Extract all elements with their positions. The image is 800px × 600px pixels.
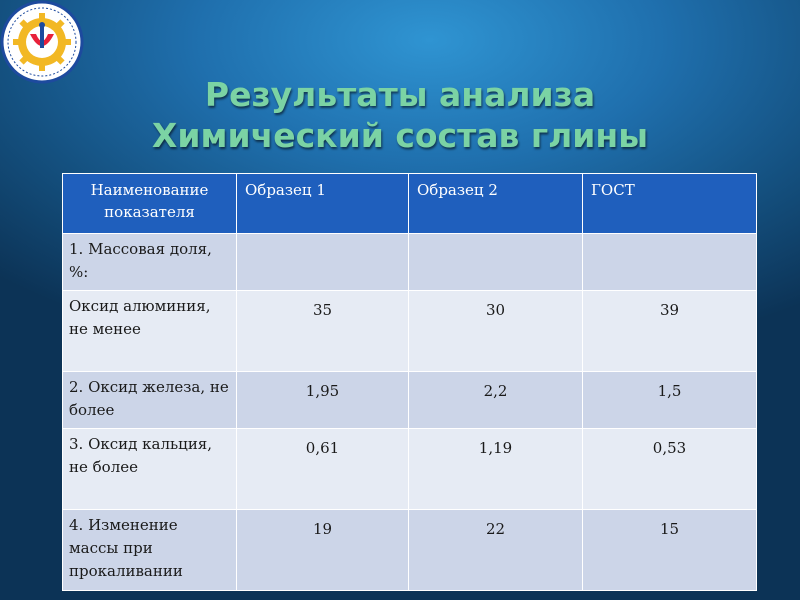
indicator-name: Оксид алюминия, не менее <box>63 291 237 372</box>
header-indicator-name: Наименование показателя <box>63 174 237 234</box>
table-row <box>63 372 757 429</box>
title-line-1: Результаты анализа <box>204 75 596 114</box>
gost-value: 39 <box>583 291 757 372</box>
table-header-row <box>63 174 757 234</box>
table-row <box>63 510 757 591</box>
sample-1-value: 19 <box>237 510 409 591</box>
sample-1-value: 1,95 <box>237 372 409 429</box>
header-sample-1: Образец 1 <box>237 174 409 234</box>
slide-title <box>60 74 740 156</box>
gost-value: 1,5 <box>583 372 757 429</box>
table-row <box>63 291 757 372</box>
sample-2-value: 22 <box>409 510 583 591</box>
table-row <box>63 429 757 510</box>
gost-value: 0,53 <box>583 429 757 510</box>
header-sample-2: Образец 2 <box>409 174 583 234</box>
sample-1-value <box>237 234 409 291</box>
indicator-name: 1. Массовая доля, %: <box>63 234 237 291</box>
sample-2-value <box>409 234 583 291</box>
sample-2-value: 2,2 <box>409 372 583 429</box>
header-gost: ГОСТ <box>583 174 757 234</box>
sample-2-value: 30 <box>409 291 583 372</box>
sample-2-value: 1,19 <box>409 429 583 510</box>
title-line-2: Химический состав глины <box>151 116 649 155</box>
indicator-name: 3. Оксид кальция, не более <box>63 429 237 510</box>
gost-value: 15 <box>583 510 757 591</box>
indicator-name: 2. Оксид железа, не более <box>63 372 237 429</box>
sample-1-value: 35 <box>237 291 409 372</box>
gost-value <box>583 234 757 291</box>
analysis-results-table <box>62 173 757 591</box>
table-row <box>63 234 757 291</box>
indicator-name: 4. Изменение массы при прокаливании <box>63 510 237 591</box>
sample-1-value: 0,61 <box>237 429 409 510</box>
